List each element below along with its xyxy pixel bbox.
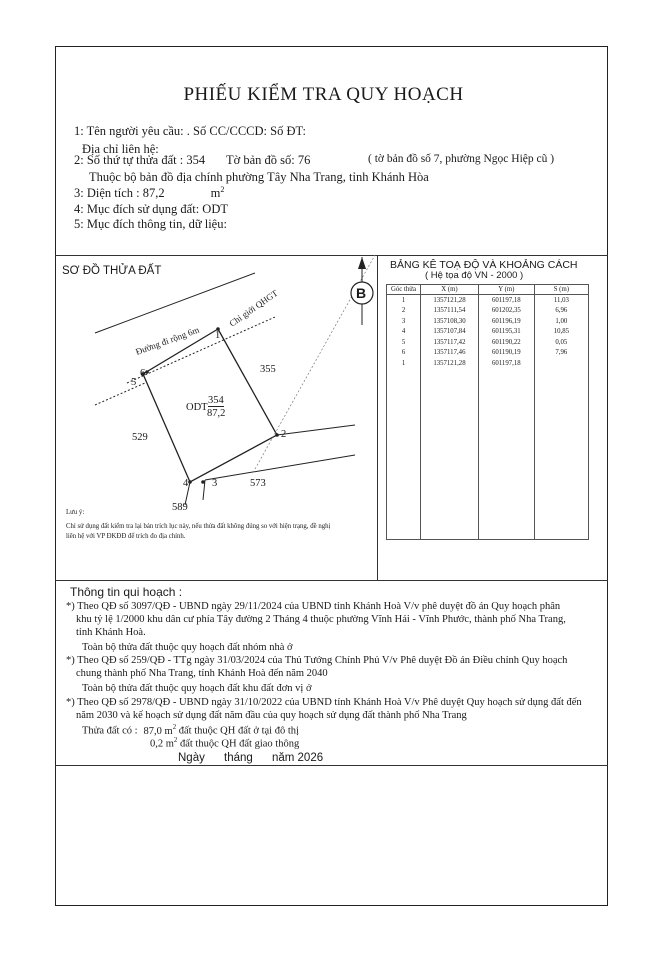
vertex-label-1: 1 — [215, 330, 221, 341]
cell-y: 601197,18 — [478, 358, 534, 369]
road-label: Đường đi rộng 6m — [134, 324, 201, 357]
cell-s: 0,05 — [534, 337, 588, 348]
header-corner: Góc thửa — [387, 285, 421, 295]
planning-p2-result: Toàn bộ thửa đất thuộc quy hoạch đất khu đất đơn vị ở — [82, 683, 312, 694]
divider-bottom — [55, 765, 608, 766]
planning-p1-line-b: khu tỷ lệ 1/2000 khu dân cư phía Tây đường 2 Tháng 4 thuộc phường Vĩnh Hải - Vĩnh Phước, thành phố Nha Trang, — [76, 614, 566, 625]
note-line-1: Chỉ sử dụng đất kiểm tra lại bản trích lục này, nếu thửa đất không đúng so với hiện trạng, đề nghị — [66, 523, 331, 530]
cell-s: 10,85 — [534, 327, 588, 338]
table-row — [387, 358, 589, 369]
coord-table-title: BẢNG KÊ TOẠ ĐỘ VÀ KHOẢNG CÁCH — [390, 259, 578, 271]
parcel-number: 354 — [208, 395, 224, 406]
map-sheet-line: Tờ bản đồ số: 76 — [226, 153, 311, 167]
coord-table-subtitle: ( Hệ tọa độ VN - 2000 ) — [425, 270, 524, 281]
note-line-2: liên hệ với VP ĐKĐĐ để trích đo địa chính. — [66, 533, 186, 540]
planning-p3-line-b: năm 2030 và kế hoạch sử dụng đất năm đầu của quy hoạch sử dụng đất thành phố Nha Trang — [76, 710, 467, 721]
requester-line: 1: Tên người yêu cầu: . Số CC/CCCD: Số ĐT: — [74, 124, 306, 138]
neighbor-355: 355 — [260, 364, 276, 375]
cell-x: 1357117,42 — [421, 337, 479, 348]
note-heading: Lưu ý: — [66, 509, 85, 516]
planning-p1-line-a: *) Theo QĐ số 3097/QĐ - UBND ngày 29/11/2024 của UBND tỉnh Khánh Hoà V/v phê duyệt đồ án Quy hoạch phân — [66, 601, 561, 612]
cell-x: 1357108,30 — [421, 316, 479, 327]
table-row — [387, 337, 589, 348]
cell-y: 601202,35 — [478, 306, 534, 317]
header-y: Y (m) — [478, 285, 534, 295]
coord-table-header — [387, 285, 589, 295]
cell-y: 601197,18 — [478, 295, 534, 306]
cell-corner: 1 — [387, 358, 421, 369]
cell-corner: 3 — [387, 316, 421, 327]
parcel-number-line: 2: Số thứ tự thửa đất : 354 — [74, 153, 206, 167]
planning-p1-line-c: tỉnh Khánh Hoà. — [76, 627, 146, 638]
cell-y: 601195,31 — [478, 327, 534, 338]
table-row — [387, 295, 589, 306]
divider-middle — [55, 580, 608, 581]
planning-p2-line-b: chung thành phố Nha Trang, tỉnh Khánh Hoà đến năm 2040 — [76, 668, 328, 679]
neighbor-529: 529 — [132, 432, 148, 443]
cell-corner: 5 — [387, 337, 421, 348]
cell-x: 1357121,28 — [421, 295, 479, 306]
page-title: PHIẾU KIỂM TRA QUY HOẠCH — [183, 84, 464, 105]
contact-address: Địa chỉ liên hệ: — [82, 142, 159, 156]
neighbor-573: 573 — [250, 478, 266, 489]
map-set-line: Thuộc bộ bản đồ địa chính phường Tây Nha Trang, tỉnh Khánh Hòa — [89, 170, 429, 184]
cell-s: 11,03 — [534, 295, 588, 306]
land-use-line: 4: Mục đích sử dụng đất: ODT — [74, 202, 228, 216]
vertex-marker-6 — [145, 370, 149, 374]
parcel-code: ODT — [186, 402, 208, 413]
table-row — [387, 348, 589, 359]
cell-s: 6,96 — [534, 306, 588, 317]
planning-p3-line-a: *) Theo QĐ số 2978/QĐ - UBND ngày 31/10/2022 của UBND tỉnh Khánh Hoà V/v Phê duyệt Quy hoạch sử dụng đất đến — [66, 697, 582, 708]
cell-x: 1357107,84 — [421, 327, 479, 338]
cell-x: 1357121,28 — [421, 358, 479, 369]
signature-date: Ngày tháng năm 2026 — [178, 752, 324, 764]
vertex-label-3: 3 — [212, 478, 218, 489]
neighbor-boundary-south — [205, 455, 355, 480]
planning-p3-result-2: 0,2 $m^2$ đất thuộc QH đất giao thông — [150, 737, 300, 750]
vertex-label-4: 4 — [183, 478, 189, 489]
vertex-marker-4 — [188, 480, 192, 484]
area-line: 3: Diện tích : 87,2 $m^2$ — [74, 185, 225, 201]
parcel-area: 87,2 — [207, 408, 226, 419]
cell-y: 601196,19 — [478, 316, 534, 327]
table-row — [387, 316, 589, 327]
header-s: S (m) — [534, 285, 588, 295]
cell-corner: 4 — [387, 327, 421, 338]
neighbor-589: 589 — [172, 502, 188, 513]
neighbor-boundary-east — [277, 425, 355, 435]
table-row — [387, 327, 589, 338]
cell-s — [534, 358, 588, 369]
table-filler-row — [387, 369, 589, 540]
road-boundary-extension — [95, 383, 145, 405]
cell-x: 1357117,46 — [421, 348, 479, 359]
cell-corner: 2 — [387, 306, 421, 317]
cell-s: 1,00 — [534, 316, 588, 327]
coord-table — [386, 284, 589, 540]
vertex-label-2: 2 — [281, 429, 287, 440]
old-map-sheet-note: ( tờ bản đồ số 7, phường Ngọc Hiệp cũ ) — [368, 153, 555, 165]
planning-p3-result-1: Thửa đất có : 87,0 $m^2$ đất thuộc QH đất ở tại đô thị — [82, 724, 299, 737]
cell-s: 7,96 — [534, 348, 588, 359]
vertex-label-5: 5 — [131, 377, 137, 388]
boundary-label: Chỉ giới QHGT — [227, 287, 280, 329]
table-row — [387, 306, 589, 317]
planning-heading: Thông tin qui hoạch : — [70, 585, 183, 599]
info-purpose-line: 5: Mục đích thông tin, dữ liệu: — [74, 217, 227, 231]
north-label: B — [356, 285, 367, 301]
vertex-label-6: 6 — [140, 368, 146, 379]
header-x: X (m) — [421, 285, 479, 295]
cell-corner: 6 — [387, 348, 421, 359]
vertex-marker-3 — [201, 480, 205, 484]
diagram-heading: SƠ ĐỒ THỬA ĐẤT — [62, 265, 162, 277]
vertex-marker-2 — [275, 433, 279, 437]
cell-y: 601190,19 — [478, 348, 534, 359]
planning-p2-line-a: *) Theo QĐ số 259/QĐ - TTg ngày 31/03/2024 của Thủ Tướng Chính Phủ V/v Phê duyệt Đồ án Điều chỉnh Quy hoạch — [66, 655, 568, 666]
planning-p1-result: Toàn bộ thửa đất thuộc quy hoạch đất nhóm nhà ở — [82, 642, 293, 653]
cell-x: 1357111,54 — [421, 306, 479, 317]
cell-corner: 1 — [387, 295, 421, 306]
cell-y: 601190,22 — [478, 337, 534, 348]
